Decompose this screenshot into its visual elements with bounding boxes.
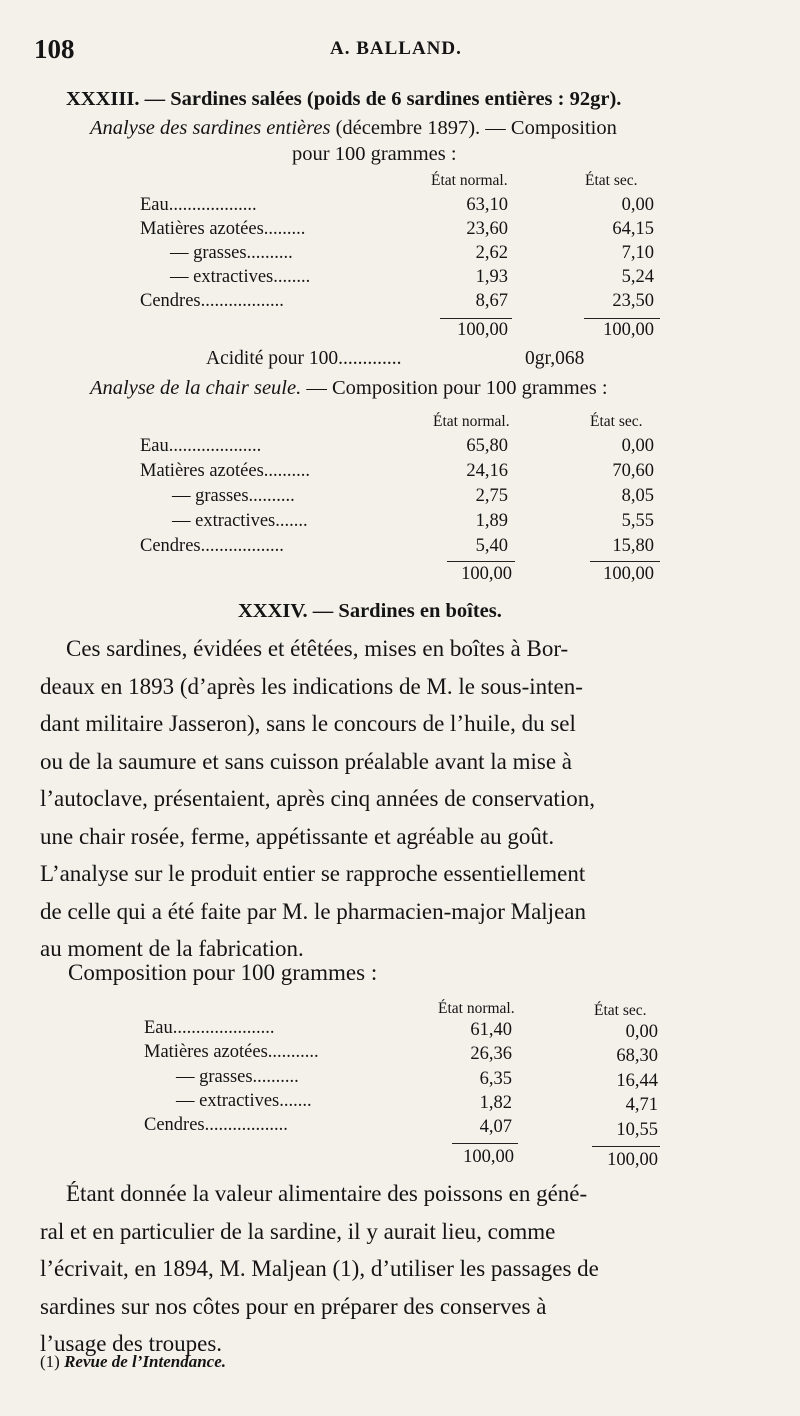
total-normal: 100,00 [461,564,512,584]
total-normal: 100,00 [457,320,508,340]
body-paragraph [40,630,760,968]
sum-rule [440,318,512,319]
paragraph-line: deaux en 1893 (d’après les indications de M. le sous-inten- [40,673,583,699]
running-title: A. BALLAND. [330,38,462,59]
table3-col-sec: État sec. [594,1002,647,1019]
total-normal: 100,00 [463,1147,514,1167]
paragraph-line: Étant donnée la valeur alimentaire des poissons en géné- [66,1181,588,1206]
value-normal: 2,75 [475,486,508,506]
row-label: Eau.................... [140,436,262,456]
value-normal: 65,80 [466,436,508,456]
paragraph-line: ral et en particulier de la sardine, il y aurait lieu, comme [40,1218,556,1244]
value-sec: 4,71 [625,1095,658,1115]
analysis2-col-normal: État normal. [433,413,510,430]
value-normal: 6,35 [479,1069,512,1089]
paragraph-line: dant militaire Jasseron), sans le concours de l’huile, du sel [40,711,576,736]
value-normal: 5,40 [475,536,508,556]
value-normal: 1,89 [475,511,508,531]
value-sec: 10,55 [616,1120,658,1140]
paragraph-line: une chair rosée, ferme, appétissante et agréable au goût. [40,823,555,849]
analysis2-intro-italic: Analyse de la chair seule. [90,377,302,399]
analysis1-intro-line2: pour 100 grammes : [292,143,457,165]
row-label: Matières azotées........... [144,1042,319,1062]
paragraph-line: l’écrivait, en 1894, M. Maljean (1), d’utiliser les passages de [40,1256,599,1281]
value-normal: 1,93 [475,267,508,287]
page-number: 108 [34,34,75,64]
value-normal: 63,10 [466,195,508,215]
analysis2-intro [90,377,608,400]
analysis1-col-sec: État sec. [585,172,638,189]
value-normal: 8,67 [475,291,508,311]
row-label: Matières azotées.......... [140,461,311,481]
sum-rule [584,318,660,319]
value-sec: 0,00 [621,195,654,215]
value-normal: 1,82 [479,1093,512,1113]
footnote [40,1352,226,1372]
value-sec: 15,80 [612,536,654,556]
analysis1-col-normal: État normal. [431,172,508,189]
value-sec: 16,44 [616,1071,658,1091]
value-normal: 4,07 [479,1117,512,1137]
sum-rule [590,561,660,562]
total-sec: 100,00 [607,1150,658,1170]
value-normal: 2,62 [475,243,508,263]
composition-title: Composition pour 100 grammes : [68,960,378,985]
value-normal: 23,60 [466,219,508,239]
value-sec: 70,60 [612,461,654,481]
section-heading-xxxiv: XXXIV. — Sardines en boîtes. [238,600,502,622]
section-heading-xxxiii: XXXIII. — Sardines salées (poids de 6 sardines entières : 92gr). [66,88,622,110]
paragraph-line: ou de la saumure et sans cuisson préalable avant la mise à [40,748,573,774]
value-sec: 0,00 [625,1022,658,1042]
analysis1-intro-italic: Analyse des sardines entières [90,117,331,139]
paragraph-line: au moment de la fabrication. [40,936,304,961]
analysis1-intro-rest: (décembre 1897). — Composition [330,117,617,139]
value-normal: 26,36 [470,1044,512,1064]
analysis2-col-sec: État sec. [590,413,643,430]
row-label: — grasses.......... [176,1067,299,1087]
paragraph-line: sardines sur nos côtes pour en préparer des conserves à [40,1293,547,1319]
analysis2-intro-rest: — Composition pour 100 grammes : [301,377,608,399]
row-label: — extractives........ [170,267,311,287]
value-sec: 0,00 [621,436,654,456]
row-label: Matières azotées......... [140,219,306,239]
paragraph-line: l’autoclave, présentaient, après cinq années de conservation, [40,786,595,811]
value-normal: 61,40 [470,1020,512,1040]
sum-rule [592,1146,660,1147]
analysis1-intro [90,117,617,140]
row-label: Eau................... [140,195,257,215]
value-sec: 64,15 [612,219,654,239]
value-sec: 5,55 [621,511,654,531]
paragraph-line: l’usage des troupes. [40,1331,223,1356]
row-label: Cendres.................. [140,536,284,556]
paragraph-line: de celle qui a été faite par M. le pharmacien-major Maljean [40,898,586,924]
value-normal: 24,16 [466,461,508,481]
acidite-label: Acidité pour 100............. [206,348,402,369]
table3-col-normal: État normal. [438,1000,515,1017]
value-sec: 5,24 [621,267,654,287]
row-label: Cendres.................. [144,1115,288,1135]
row-label: — grasses.......... [172,486,295,506]
closing-paragraph [40,1175,760,1363]
value-sec: 8,05 [621,486,654,506]
total-sec: 100,00 [603,320,654,340]
total-sec: 100,00 [603,564,654,584]
row-label: — extractives....... [172,511,308,531]
value-sec: 23,50 [612,291,654,311]
row-label: Cendres.................. [140,291,284,311]
value-sec: 68,30 [616,1046,658,1066]
sum-rule [452,1143,518,1144]
acidite-value: 0gr,068 [525,348,585,369]
value-sec: 7,10 [621,243,654,263]
footnote-text: Revue de l’Intendance. [64,1352,227,1371]
row-label: Eau...................... [144,1018,275,1038]
paragraph-line: Ces sardines, évidées et étêtées, mises en boîtes à Bor- [66,636,569,661]
footnote-marker: (1) [40,1352,65,1371]
row-label: — extractives....... [176,1091,312,1111]
paragraph-line: L’analyse sur le produit entier se rapproche essentiellement [40,861,586,886]
sum-rule [447,561,515,562]
row-label: — grasses.......... [170,243,293,263]
